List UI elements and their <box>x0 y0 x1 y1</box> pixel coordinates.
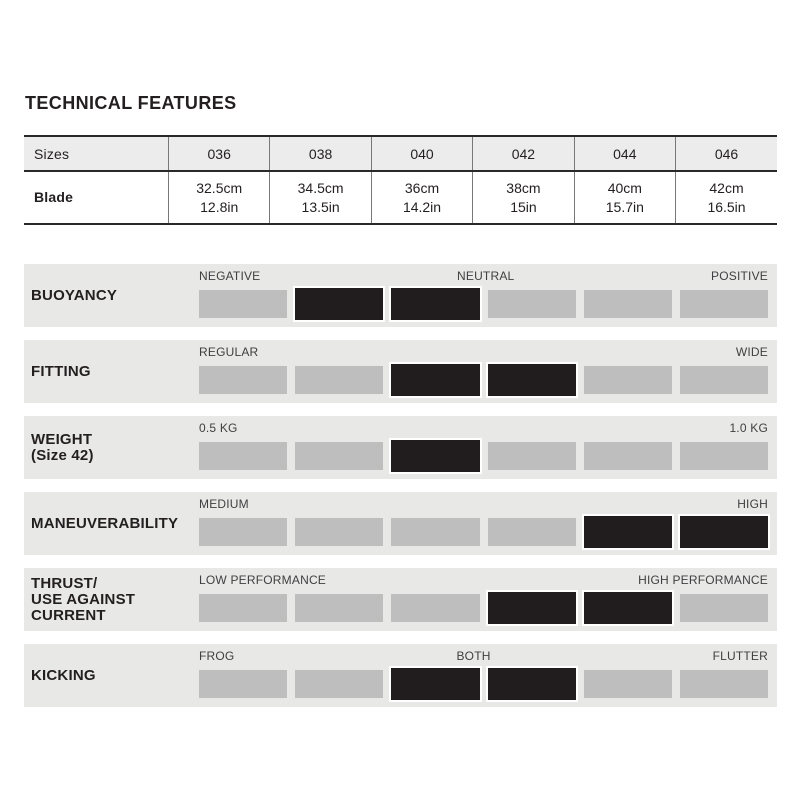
segment-empty <box>199 518 287 546</box>
blade-cm-value: 32.5cm <box>196 180 243 197</box>
blade-cm-value: 34.5cm <box>297 180 344 197</box>
feature-bars-thrust <box>199 574 768 625</box>
segment-filled <box>389 362 481 398</box>
feature-row-buoyancy <box>24 264 777 327</box>
feature-name-line: WEIGHT <box>31 430 93 448</box>
segment-filled <box>389 666 481 702</box>
segment-filled <box>486 590 578 626</box>
scale-labels-kicking <box>199 650 768 663</box>
blade-in-value: 15.7in <box>605 198 644 215</box>
scale-label-right: FLUTTER <box>712 649 768 663</box>
feature-name-buoyancy <box>31 288 199 304</box>
feature-name-line: CURRENT <box>31 606 106 624</box>
feature-name-line: FITTING <box>31 362 91 380</box>
rating-segments-kicking <box>199 667 768 701</box>
blade-row <box>24 171 777 224</box>
feature-name-line: USE AGAINST <box>31 590 136 608</box>
scale-label-left: FROG <box>199 649 235 663</box>
blade-measurement-cell <box>473 171 574 224</box>
scale-label-center <box>249 498 737 511</box>
feature-row-kicking <box>24 644 777 707</box>
segment-empty <box>295 442 383 470</box>
segment-empty <box>680 290 768 318</box>
feature-name-line: MANEUVERABILITY <box>31 514 179 532</box>
blade-in-value: 14.2in <box>402 198 442 215</box>
segment-empty <box>391 518 479 546</box>
blade-in-value: 16.5in <box>707 198 746 215</box>
scale-label-left: NEGATIVE <box>199 269 261 283</box>
rating-segments-thrust <box>199 591 768 625</box>
feature-bars-weight <box>199 422 768 473</box>
rating-segments-fitting <box>199 363 768 397</box>
segment-empty <box>680 594 768 622</box>
segment-empty <box>584 670 672 698</box>
scale-labels-weight <box>199 422 768 435</box>
blade-cm-value: 36cm <box>404 180 440 197</box>
feature-name-line: (Size 42) <box>31 446 94 464</box>
scale-label-right: HIGH PERFORMANCE <box>638 573 768 587</box>
segment-empty <box>680 442 768 470</box>
size-header-cell: 036 <box>169 136 270 171</box>
scale-label-center <box>258 346 735 359</box>
rating-segments-weight <box>199 439 768 473</box>
feature-bars-fitting <box>199 346 768 397</box>
feature-name-thrust <box>31 576 199 624</box>
segment-empty <box>199 442 287 470</box>
blade-row-label: Blade <box>24 171 169 224</box>
blade-in-value: 13.5in <box>301 198 340 215</box>
size-header-cell: 042 <box>473 136 574 171</box>
feature-name-line: BUOYANCY <box>31 286 118 304</box>
scale-label-center <box>326 574 638 587</box>
segment-filled <box>389 438 481 474</box>
blade-cm-value: 40cm <box>607 180 642 197</box>
segment-filled <box>486 666 578 702</box>
sizes-table-body <box>24 171 777 224</box>
scale-labels-maneuverability <box>199 498 768 511</box>
blade-measurement-cell <box>270 171 371 224</box>
blade-measurement-cell <box>169 171 270 224</box>
sizes-table <box>24 135 777 225</box>
blade-in-value: 12.8in <box>200 198 239 215</box>
scale-label-left: REGULAR <box>199 345 259 359</box>
scale-label-right: HIGH <box>737 497 768 511</box>
segment-empty <box>199 594 287 622</box>
scale-label-center <box>238 422 730 435</box>
rating-segments-maneuverability <box>199 515 768 549</box>
feature-row-fitting <box>24 340 777 403</box>
segment-empty <box>680 670 768 698</box>
feature-row-maneuverability <box>24 492 777 555</box>
size-header-cell: 044 <box>574 136 675 171</box>
segment-filled <box>678 514 770 550</box>
blade-cm-value: 38cm <box>506 180 541 197</box>
segment-empty <box>295 670 383 698</box>
rating-segments-buoyancy <box>199 287 768 321</box>
segment-filled <box>486 362 578 398</box>
segment-filled <box>293 286 385 322</box>
size-header-cell: 038 <box>270 136 371 171</box>
segment-empty <box>584 366 672 394</box>
feature-row-thrust <box>24 568 777 631</box>
segment-empty <box>488 290 576 318</box>
blade-in-value: 15in <box>510 198 537 215</box>
segment-filled <box>582 514 674 550</box>
feature-bars-maneuverability <box>199 498 768 549</box>
feature-rating-list <box>24 264 776 707</box>
segment-filled <box>389 286 481 322</box>
feature-name-maneuverability <box>31 516 199 532</box>
scale-labels-buoyancy <box>199 270 768 283</box>
scale-label-left: LOW PERFORMANCE <box>199 573 327 587</box>
feature-name-fitting <box>31 364 199 380</box>
segment-empty <box>584 290 672 318</box>
segment-empty <box>584 442 672 470</box>
segment-empty <box>488 442 576 470</box>
blade-cm-value: 42cm <box>709 180 744 197</box>
segment-empty <box>391 594 479 622</box>
scale-label-right: 1.0 KG <box>729 421 768 435</box>
feature-name-weight <box>31 432 199 464</box>
feature-row-weight <box>24 416 777 479</box>
size-header-cell: 046 <box>676 136 777 171</box>
scale-label-left: MEDIUM <box>199 497 249 511</box>
sizes-header-cell: Sizes <box>24 136 169 171</box>
size-header-cell: 040 <box>371 136 472 171</box>
scale-labels-fitting <box>199 346 768 359</box>
feature-name-line: THRUST/ <box>31 574 98 592</box>
scale-label-left: 0.5 KG <box>199 421 238 435</box>
scale-label-center: BOTH <box>456 649 491 663</box>
segment-filled <box>582 590 674 626</box>
page-title: TECHNICAL FEATURES <box>25 93 237 113</box>
segment-empty <box>488 518 576 546</box>
scale-label-right: POSITIVE <box>711 269 768 283</box>
feature-name-kicking <box>31 668 199 684</box>
feature-name-line: KICKING <box>31 666 96 684</box>
segment-empty <box>295 366 383 394</box>
segment-empty <box>199 670 287 698</box>
segment-empty <box>199 366 287 394</box>
feature-bars-buoyancy <box>199 270 768 321</box>
segment-empty <box>295 594 383 622</box>
feature-bars-kicking <box>199 650 768 701</box>
segment-empty <box>199 290 287 318</box>
segment-empty <box>680 366 768 394</box>
scale-label-center: NEUTRAL <box>457 269 515 283</box>
blade-measurement-cell <box>574 171 675 224</box>
scale-label-right: WIDE <box>735 345 768 359</box>
segment-empty <box>295 518 383 546</box>
blade-measurement-cell <box>676 171 777 224</box>
scale-labels-thrust <box>199 574 768 587</box>
blade-measurement-cell <box>371 171 472 224</box>
sizes-table-header-row <box>24 136 777 171</box>
